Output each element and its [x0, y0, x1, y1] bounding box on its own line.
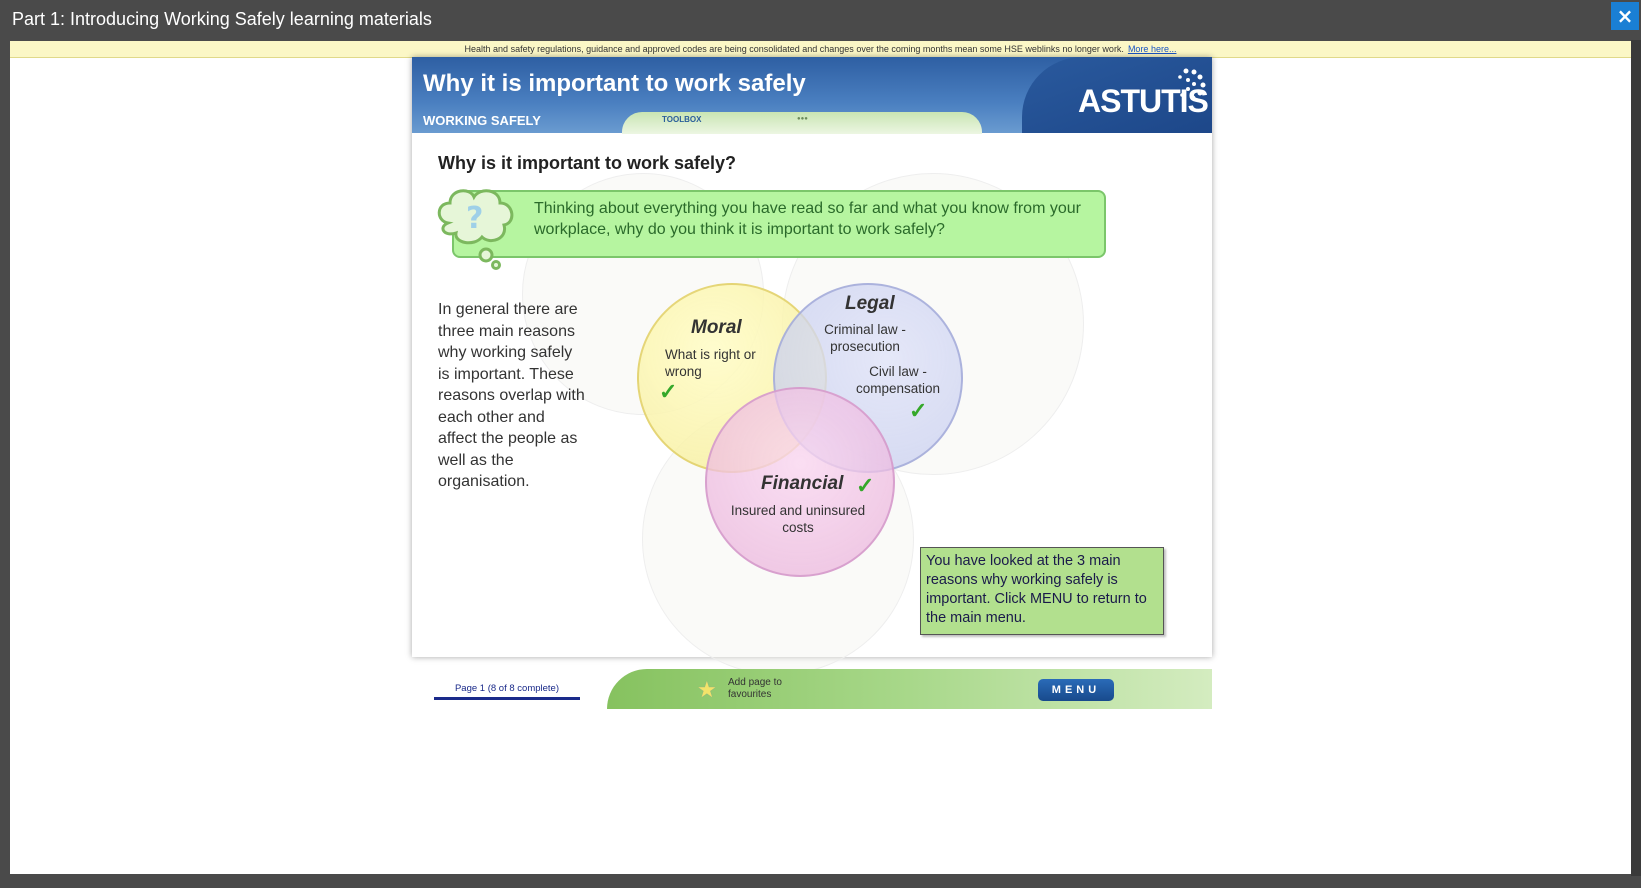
slide-footer — [412, 669, 1212, 709]
legal-text-criminal: Criminal law - prosecution — [824, 322, 906, 354]
slide-title: Why it is important to work safely — [423, 70, 806, 97]
notice-more-link[interactable]: More here... — [1127, 44, 1177, 54]
logo-area — [1022, 57, 1212, 133]
close-button[interactable] — [1611, 2, 1639, 30]
logo-text: ASTUTIS — [1078, 83, 1208, 119]
info-text: You have looked at the 3 main reasons why working safely is important. Click MENU to return to the main menu. — [926, 553, 1147, 626]
notice-text: Health and safety regulations, guidance and approved codes are being consolidated and changes over the coming months mean some HSE weblinks no longer work. — [464, 44, 1124, 54]
financial-title: Financial — [761, 473, 844, 494]
svg-text:?: ? — [466, 201, 484, 236]
menu-button[interactable]: MENU — [1038, 679, 1114, 701]
question-heading: Why is it important to work safely? — [438, 153, 737, 173]
venn-diagram — [637, 283, 967, 583]
moral-tick-icon: ✓ — [659, 379, 678, 404]
toolbox-dots: ●●● — [797, 116, 808, 122]
page-status: Page 1 (8 of 8 complete) — [434, 683, 580, 700]
toolbox-label: TOOLBOX — [662, 115, 702, 124]
financial-tick-icon: ✓ — [856, 473, 875, 498]
add-favourite-link[interactable]: Add page to favourites — [728, 677, 782, 700]
financial-text: Insured and uninsured costs — [730, 503, 866, 535]
info-box — [920, 547, 1164, 635]
legal-tick-icon: ✓ — [909, 398, 928, 423]
moral-text: What is right or wrong — [665, 347, 756, 379]
slide-body — [412, 133, 1212, 702]
close-icon: × — [1616, 4, 1634, 28]
scrollbar[interactable] — [1631, 40, 1641, 876]
thought-cloud-icon — [434, 183, 518, 273]
legal-title: Legal — [845, 293, 895, 314]
thought-box — [452, 190, 1106, 258]
slide-subtitle: WORKING SAFELY — [423, 113, 541, 128]
moral-title: Moral — [691, 317, 742, 338]
favourite-star-icon[interactable]: ★ — [697, 677, 717, 702]
slide — [412, 57, 1212, 702]
modal-title: Part 1: Introducing Working Safely learning materials — [12, 9, 432, 29]
thought-text: Thinking about everything you have read so far and what you know from your workplace, why do you think it is important to work safely? — [534, 200, 1081, 238]
slide-header — [412, 57, 1212, 133]
notice-bar — [10, 41, 1631, 58]
legal-text-civil: Civil law - compensation — [855, 364, 941, 396]
content-frame — [10, 41, 1631, 874]
toolbox-tab[interactable] — [622, 112, 982, 134]
intro-text: In general there are three main reasons why working safely is important. These reasons overlap with each other and affect the people as well as the organisation. — [438, 301, 585, 490]
